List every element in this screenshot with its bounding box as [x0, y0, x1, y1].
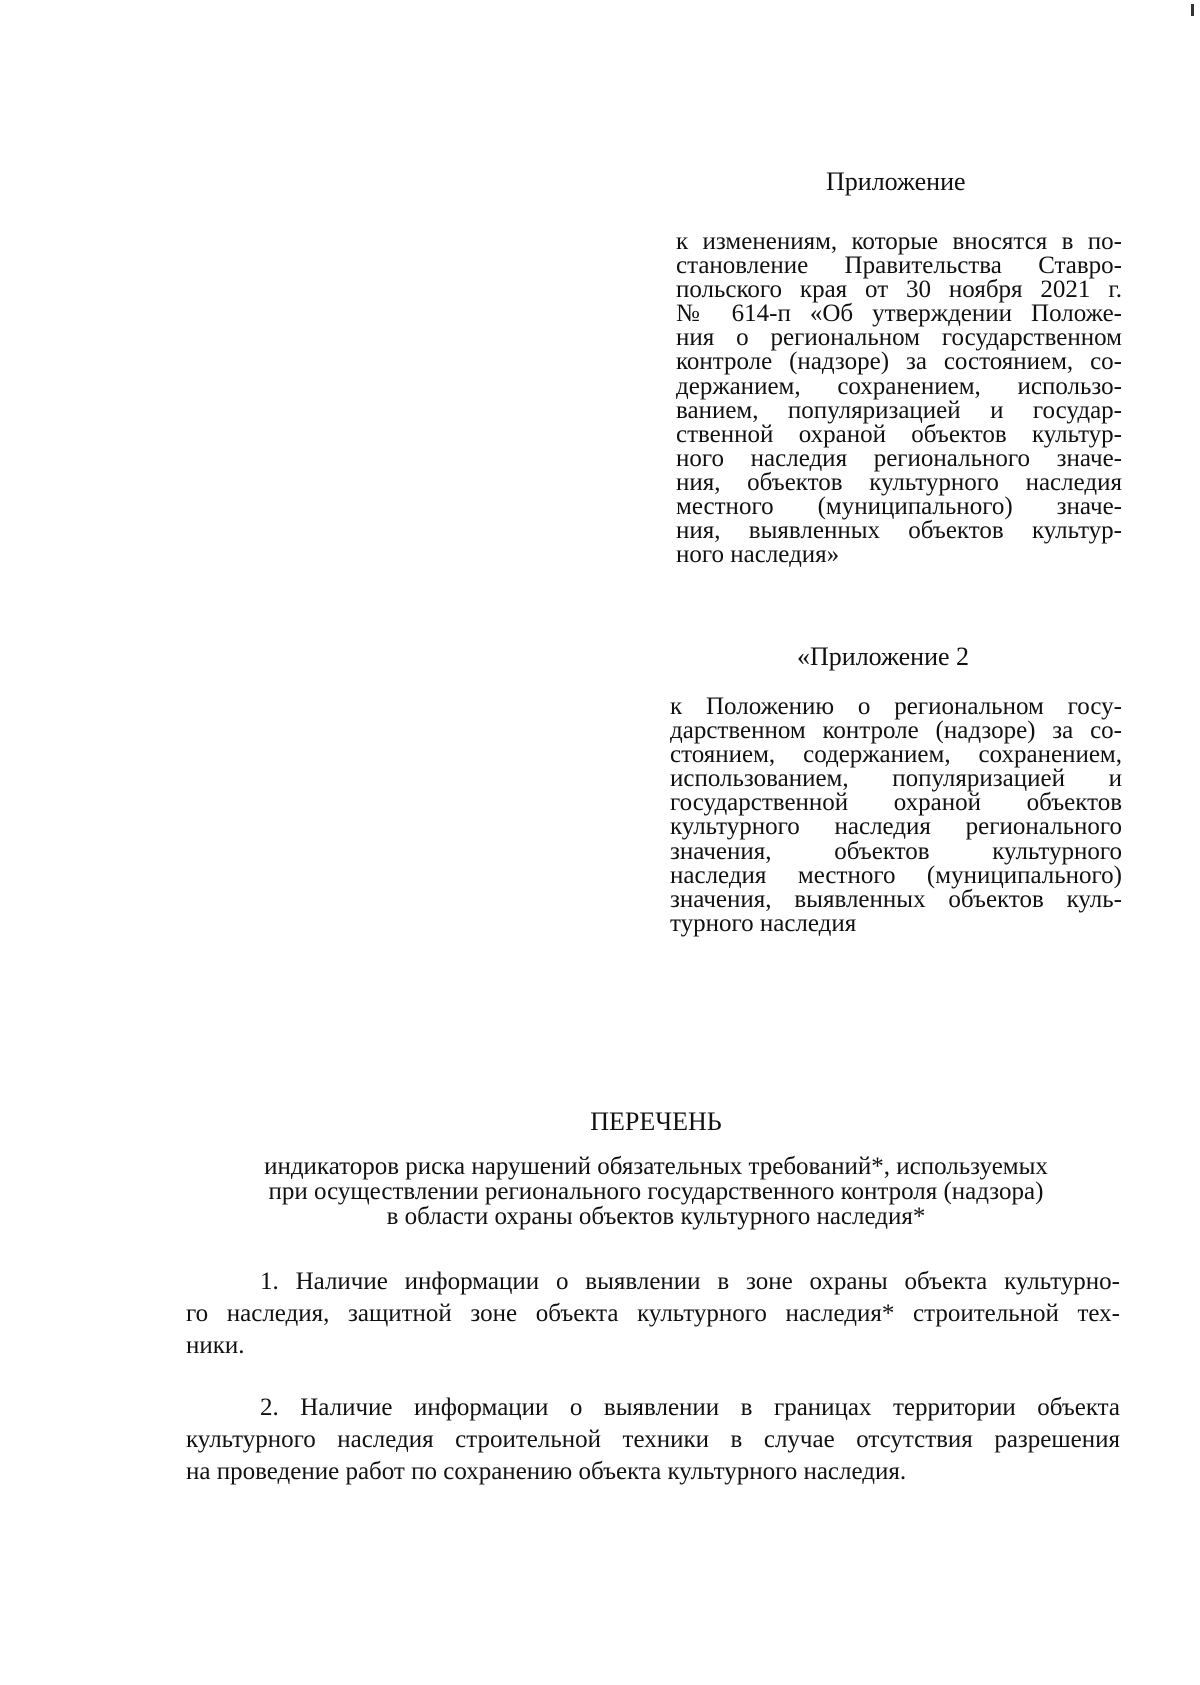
appendix-line: ного наследия» [676, 541, 840, 569]
appendix2-description [670, 695, 1122, 936]
appendix2-line: культурного наследия регионального [670, 813, 1122, 841]
appendix-line: к изменениям, которые вносятся в по- [676, 228, 1122, 255]
list-item-line: 1. Наличие информации о выявлении в зоне охраны объекта культурно- [260, 1268, 1120, 1295]
appendix-line: ванием, популяризацией и государ- [676, 396, 1122, 424]
appendix2-line: наследия местного (муниципального) [670, 861, 1122, 889]
scan-edge-mark [1191, 4, 1194, 16]
list-subtitle-line: при осуществлении регионального государственного контроля (надзора) [268, 1178, 1044, 1205]
appendix-line: ния, выявленных объектов культур- [676, 517, 1122, 545]
appendix-line: ния, объектов культурного наследия [676, 468, 1122, 496]
list-item-1 [186, 1266, 1120, 1362]
list-item-2 [186, 1392, 1120, 1488]
appendix-line: ния о региональном государственном [676, 324, 1122, 352]
appendix2-line: значения, выявленных объектов куль- [670, 885, 1122, 913]
appendix2-line: к Положению о региональном госу- [670, 693, 1122, 720]
list-item-line: 2. Наличие информации о выявлении в границах территории объекта [260, 1394, 1120, 1421]
appendix2-line: использованием, популяризацией и [670, 765, 1122, 793]
appendix2-line: турного наследия [670, 909, 857, 937]
appendix-line: становление Правительства Ставро- [676, 252, 1122, 280]
appendix-line: держанием, сохранением, использо- [676, 372, 1122, 400]
appendix-line: ного наследия регионального значе- [676, 444, 1122, 472]
appendix2-line: дарственном контроле (надзоре) за со- [670, 717, 1122, 745]
appendix2-line: государственной охраной объектов [670, 789, 1122, 817]
appendix-line: контроле (надзоре) за состоянием, со- [676, 348, 1122, 376]
list-item-line: ники. [186, 1332, 245, 1359]
appendix-description [676, 230, 1122, 567]
appendix-line: польского края от 30 ноября 2021 г. [676, 276, 1122, 304]
appendix2-title: «Приложение 2 [797, 642, 970, 671]
appendix-line: местного (муниципального) значе- [676, 493, 1122, 521]
appendix-line: ственной охраной объектов культур- [676, 420, 1122, 448]
list-item-line: го наследия, защитной зоне объекта культурного наследия* строительной тех- [186, 1300, 1120, 1327]
list-title: ПЕРЕЧЕНЬ [590, 1107, 722, 1136]
list-subtitle [0, 1154, 1200, 1229]
list-item-line: на проведение работ по сохранению объекта культурного наследия. [186, 1458, 907, 1485]
appendix2-line: значения, объектов культурного [670, 837, 1122, 865]
list-subtitle-line: в области охраны объектов культурного наследия* [386, 1203, 926, 1230]
appendix-line: № 614-п «Об утверждении Положе- [676, 300, 1122, 328]
list-subtitle-line: индикаторов риска нарушений обязательных требований*, используемых [264, 1153, 1048, 1180]
appendix2-line: стоянием, содержанием, сохранением, [670, 741, 1122, 769]
list-item-line: культурного наследия строительной техники в случае отсутствия разрешения [186, 1426, 1120, 1453]
appendix-title: Приложение [826, 167, 966, 196]
